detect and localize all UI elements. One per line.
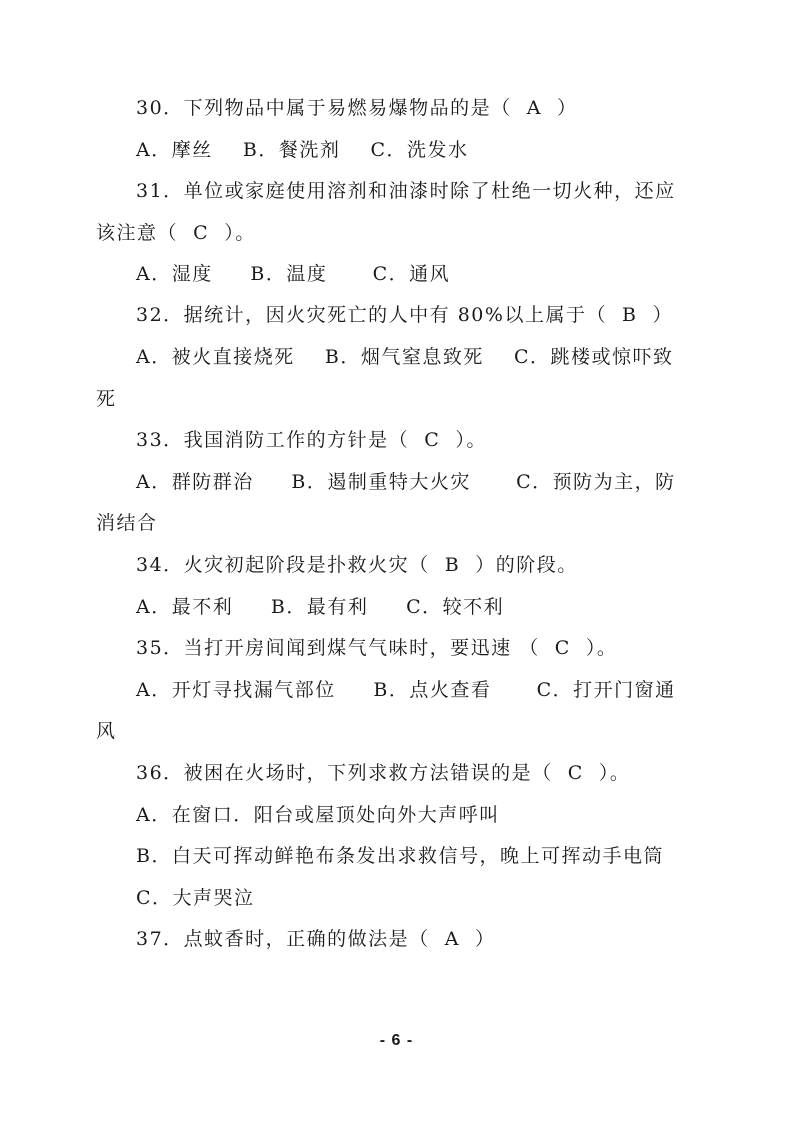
- question-33-options: A．群防群治 B．遏制重特大火灾 C．预防为主，防: [136, 471, 676, 493]
- page-number: - 6 -: [379, 1032, 414, 1049]
- question-35-options: A．开灯寻找漏气部位 B．点火查看 C．打开门窗通: [136, 679, 676, 701]
- question-35-options-continued: 风: [96, 720, 117, 742]
- question-36-option-a: A．在窗口．阳台或屋顶处向外大声呼叫: [136, 804, 500, 826]
- question-31-continued: 该注意（ C ）。: [96, 222, 256, 244]
- question-31: 31．单位或家庭使用溶剂和油漆时除了杜绝一切火种，还应: [136, 180, 676, 202]
- question-37: 37．点蚊香时，正确的做法是（ A ）: [136, 928, 496, 950]
- question-33: 33．我国消防工作的方针是（ C ）。: [136, 429, 487, 451]
- question-30: 30．下列物品中属于易燃易爆物品的是（ A ）: [136, 97, 578, 119]
- question-32-options: A．被火直接烧死 B．烟气窒息致死 C．跳楼或惊吓致: [136, 346, 674, 368]
- question-32: 32．据统计，因火灾死亡的人中有 80%以上属于（ B ）: [136, 304, 674, 326]
- question-36-option-b: B．白天可挥动鲜艳布条发出求救信号，晚上可挥动手电筒: [136, 845, 664, 867]
- question-33-options-continued: 消结合: [96, 512, 158, 534]
- question-31-options: A．湿度 B．温度 C．通风: [136, 263, 451, 285]
- question-34-options: A．最不利 B．最有利 C．较不利: [136, 596, 505, 618]
- question-35: 35．当打开房间闻到煤气气味时，要迅速 （ C ）。: [136, 637, 618, 659]
- question-34: 34．火灾初起阶段是扑救火灾（ B ）的阶段。: [136, 554, 578, 576]
- question-36-option-c: C．大声哭泣: [136, 887, 255, 909]
- question-36: 36．被困在火场时，下列求救方法错误的是（ C ）。: [136, 762, 631, 784]
- question-32-options-continued: 死: [96, 388, 117, 410]
- question-30-options: A．摩丝 B．餐洗剂 C．洗发水: [136, 139, 469, 161]
